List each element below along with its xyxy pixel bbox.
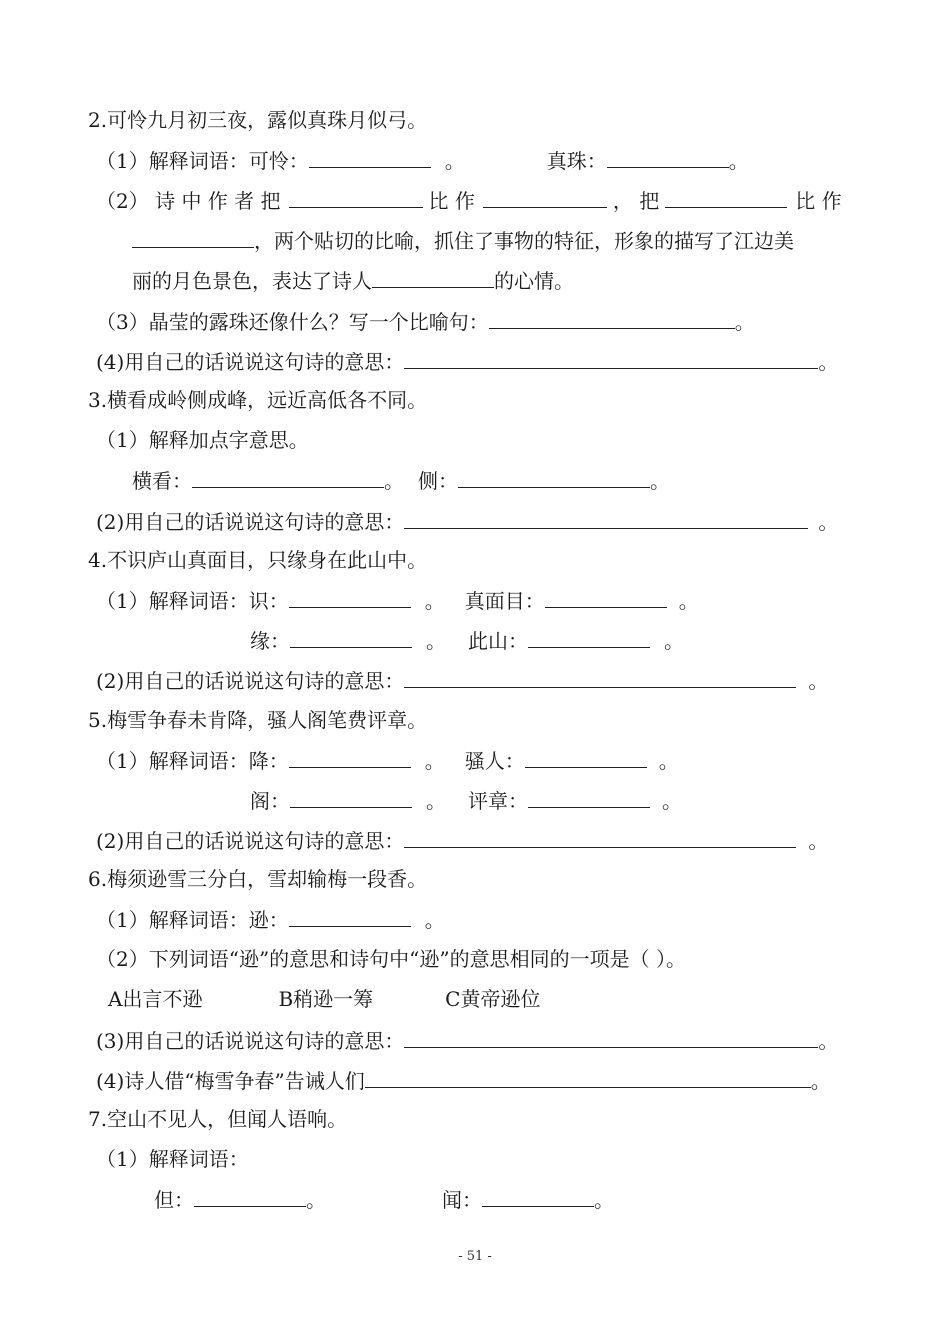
answer-blank[interactable] [404,348,818,369]
punct: 。 [810,1069,831,1093]
answer-blank[interactable] [528,787,650,808]
q6-part3-line [96,1027,838,1054]
q2-part2-a: （2） 诗 中 作 者 把 [96,189,281,213]
q2-part4-label: (4)用自己的话说说这句诗的意思： [96,350,405,374]
q4-term3: 缘： [250,629,290,653]
q2-part2-text3b: 的心情。 [494,269,574,293]
answer-blank[interactable] [290,787,412,808]
answer-blank[interactable] [309,147,431,168]
q3-part2-line [96,508,838,535]
punct: 。 [426,789,446,813]
answer-blank[interactable] [482,1186,594,1207]
q7-title: 7.空山不见人，但闻人语响。 [88,1107,348,1131]
punct: 。 [808,829,829,853]
punct: 。 [818,510,839,534]
q2-part4-line [96,348,838,375]
q5-term2: 骚人： [464,749,525,773]
punct: 。 [384,469,404,493]
answer-blank[interactable] [365,1067,811,1088]
punct: 。 [424,749,445,773]
answer-blank[interactable] [194,1186,306,1207]
punct: 。 [424,908,445,932]
punct: 。 [650,469,670,493]
punct: 。 [664,629,684,653]
q4-part1-line2 [250,627,684,654]
q2-part2-text2: ，两个贴切的比喻，抓住了事物的特征，形象的描写了江边美 [254,229,794,253]
q4-term2: 真面目： [464,589,545,613]
answer-blank[interactable] [404,1027,818,1048]
q7-term2: 闻： [442,1188,482,1212]
q6-part2-line: （2）下列词语“逊”的意思和诗句中“逊”的意思相同的一项是（ ）。 [96,947,686,971]
q6-options [108,986,540,1012]
answer-blank[interactable] [665,187,787,208]
punct: 。 [662,789,682,813]
answer-blank[interactable] [289,187,423,208]
answer-blank[interactable] [489,308,735,329]
punct: 。 [426,629,446,653]
q6-part3-label: (3)用自己的话说说这句诗的意思： [96,1029,405,1053]
q5-part1-label: （1）解释词语：降： [96,749,289,773]
q6-part1-line [96,906,445,933]
answer-blank[interactable] [458,467,650,488]
answer-blank[interactable] [404,667,796,688]
q4-part2-line [96,667,828,694]
answer-blank[interactable] [290,627,412,648]
answer-blank[interactable] [404,508,808,529]
q2-part2-line3 [132,267,574,294]
q6-part4-label: (4)诗人借“梅雪争春”告诫人们 [96,1069,365,1093]
q7-term1: 但： [154,1188,194,1212]
answer-blank[interactable] [404,827,796,848]
punct: 。 [678,589,699,613]
q3-term2: 侧： [418,469,458,493]
q6-option-c[interactable]: C黄帝逊位 [445,987,541,1011]
q2-part1-label: （1）解释词语：可怜： [96,149,309,173]
q5-part2-line [96,827,828,854]
q5-part1-line2 [250,787,682,814]
q3-part1-label: （1）解释加点字意思。 [96,428,309,452]
q2-part2-b: 比 作 [428,189,475,213]
q2-part1-line [96,147,749,174]
answer-blank[interactable] [483,187,607,208]
q7-part1-terms [154,1186,614,1213]
punct: 。 [306,1188,326,1212]
answer-blank[interactable] [289,587,411,608]
q4-part2-label: (2)用自己的话说说这句诗的意思： [96,669,405,693]
answer-blank[interactable] [132,227,254,248]
q6-part1-label: （1）解释词语：逊： [96,908,289,932]
q4-part1-line1 [96,587,699,614]
q2-part2-line1 [96,187,842,214]
answer-blank[interactable] [528,627,650,648]
q2-part3-line [96,308,755,335]
q5-term4: 评章： [468,789,528,813]
punct: 。 [734,310,755,334]
q3-title: 3.横看成岭侧成峰，远近高低各不同。 [88,388,428,412]
q2-title: 2.可怜九月初三夜，露似真珠月似弓。 [88,108,428,132]
q2-part2-d: 比 作 [795,189,842,213]
punct: 。 [808,669,829,693]
answer-blank[interactable] [545,587,667,608]
q4-title: 4.不识庐山真面目，只缘身在此山中。 [88,548,428,572]
punct: 。 [818,1029,839,1053]
punct: 。 [444,149,465,173]
answer-blank[interactable] [289,747,411,768]
q3-term1: 横看： [132,469,192,493]
answer-blank[interactable] [372,267,494,288]
q3-part2-label: (2)用自己的话说说这句诗的意思： [96,510,405,534]
q2-part3-label: （3）晶莹的露珠还像什么？写一个比喻句： [96,310,489,334]
answer-blank[interactable] [607,147,729,168]
q5-part2-label: (2)用自己的话说说这句诗的意思： [96,829,405,853]
page-number: - 51 - [458,1249,492,1264]
q2-part2-line2 [132,227,794,254]
q6-title: 6.梅须逊雪三分白，雪却输梅一段香。 [88,867,428,891]
q2-part2-c: ， 把 [612,189,660,213]
q6-option-b[interactable]: B稍逊一筹 [278,987,374,1011]
q4-term4: 此山： [468,629,528,653]
punct: 。 [424,589,445,613]
punct: 。 [594,1188,614,1212]
punct: 。 [818,350,839,374]
q2-part1-term2: 真珠： [546,149,607,173]
q7-part1-label: （1）解释词语： [96,1147,249,1171]
q6-part4-line [96,1067,831,1094]
punct: 。 [658,749,679,773]
q5-term3: 阁： [250,789,290,813]
q4-part1-label: （1）解释词语：识： [96,589,289,613]
answer-blank[interactable] [525,747,647,768]
answer-blank[interactable] [289,906,411,927]
q5-title: 5.梅雪争春未肯降，骚人阁笔费评章。 [88,708,428,732]
q2-part2-text3a: 丽的月色景色，表达了诗人 [132,269,372,293]
q5-part1-line1 [96,747,679,774]
q6-option-a[interactable]: A出言不逊 [108,987,203,1011]
q3-part1-terms [132,467,670,494]
answer-blank[interactable] [192,467,384,488]
punct: 。 [728,149,749,173]
